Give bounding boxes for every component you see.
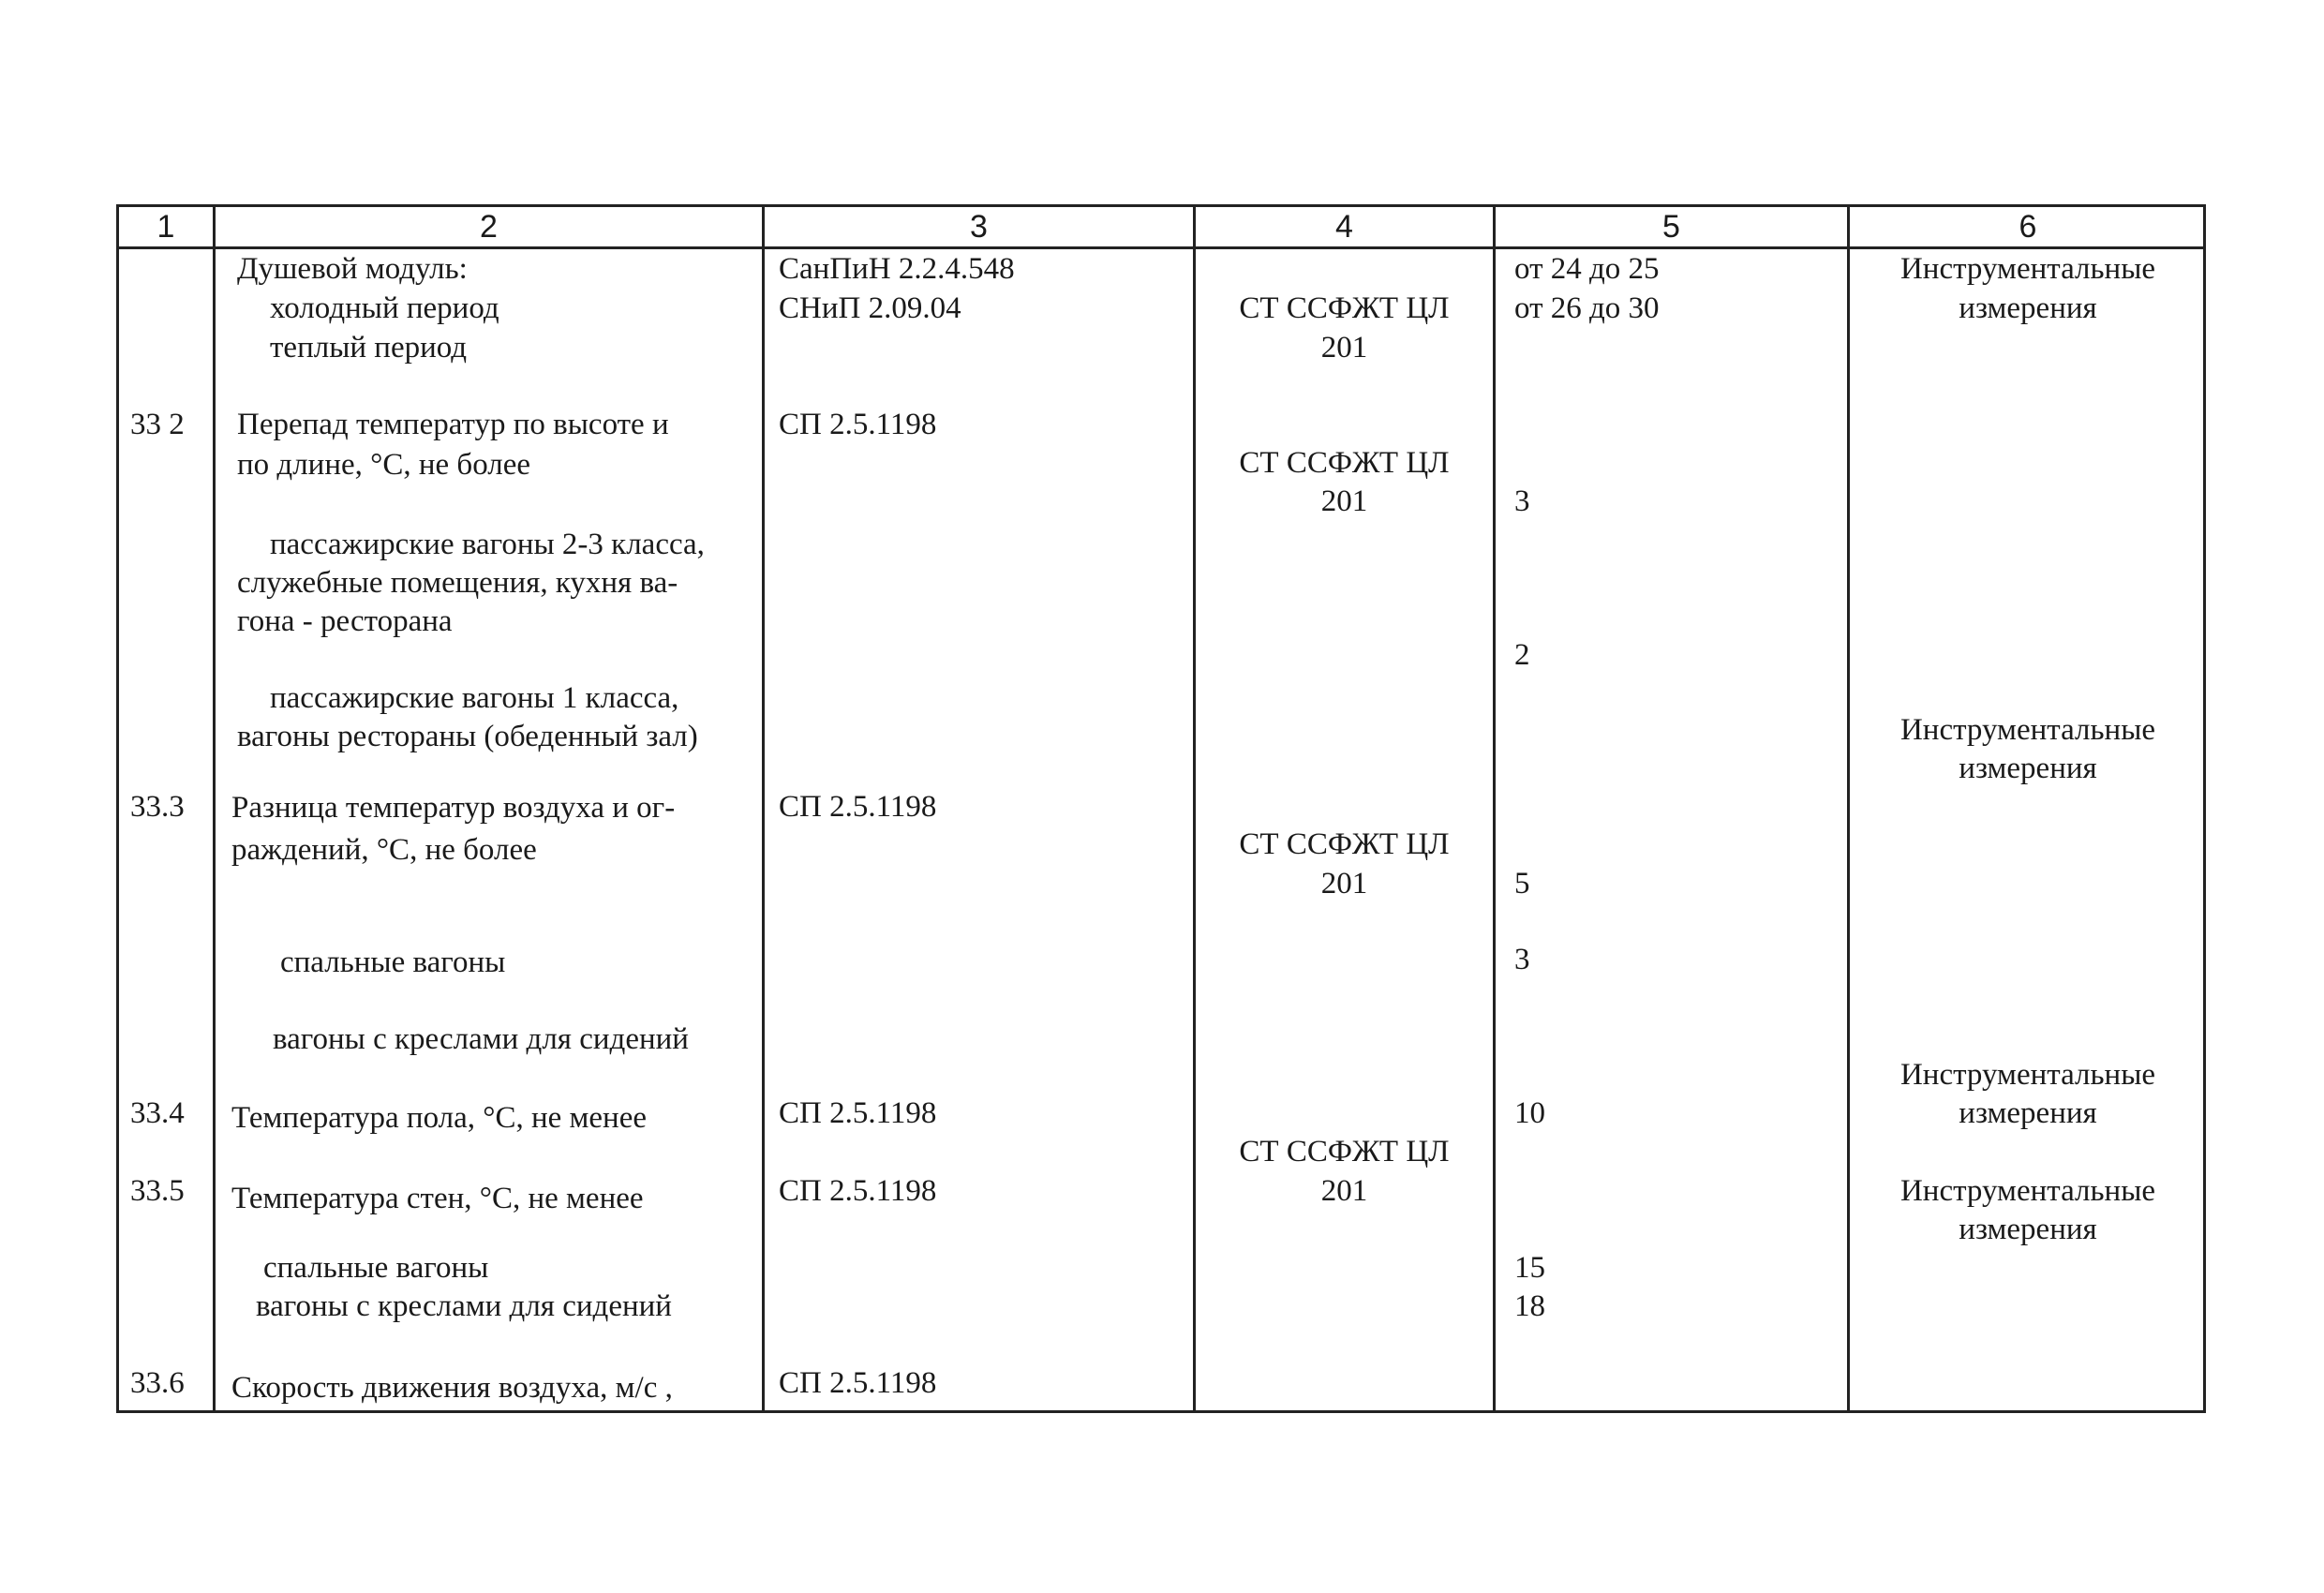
row-33-4-norm: СП 2.5.1198 bbox=[779, 1096, 937, 1130]
header-col-5: 5 bbox=[1662, 209, 1680, 245]
column-divider bbox=[1193, 207, 1196, 1410]
row-shower-title: Душевой модуль: bbox=[237, 252, 468, 286]
row-33-3-value-2: 3 bbox=[1514, 943, 1530, 976]
row-shower-norm-1: СанПиН 2.2.4.548 bbox=[779, 252, 1015, 286]
row-33-4-5-method-2: 201 bbox=[1320, 1174, 1368, 1208]
row-33-2-method-2: 201 bbox=[1320, 484, 1368, 518]
row-33-3-number: 33.3 bbox=[130, 790, 185, 824]
row-33-2-value-1: 3 bbox=[1514, 484, 1530, 518]
row-33-3-control-1: Инструментальные bbox=[1899, 1058, 2156, 1092]
row-33-3-sub-2: вагоны с креслами для сидений bbox=[273, 1022, 689, 1056]
header-col-2: 2 bbox=[480, 209, 498, 245]
row-33-5-sub-1: спальные вагоны bbox=[263, 1251, 489, 1285]
row-shower-warm-period: теплый период bbox=[270, 331, 468, 365]
row-33-3-value-1: 5 bbox=[1514, 867, 1530, 901]
row-shower-control-1: Инструментальные bbox=[1899, 252, 2156, 286]
row-33-2-norm: СП 2.5.1198 bbox=[779, 408, 937, 441]
header-col-4: 4 bbox=[1335, 209, 1353, 245]
row-33-2-sub-2-line-2: вагоны рестораны (обеденный зал) bbox=[237, 720, 698, 753]
row-33-3-method-1: СТ ССФЖТ ЦЛ bbox=[1239, 827, 1450, 861]
row-33-6-norm: СП 2.5.1198 bbox=[779, 1366, 937, 1400]
row-33-5-sub-2: вагоны с креслами для сидений bbox=[256, 1289, 672, 1323]
row-shower-norm-2: СНиП 2.09.04 bbox=[779, 291, 961, 325]
row-33-2-sub-1-line-1: пассажирские вагоны 2-3 класса, bbox=[270, 528, 705, 561]
header-col-6: 6 bbox=[2019, 209, 2037, 245]
row-33-4-title: Температура пола, °С, не менее bbox=[231, 1101, 648, 1135]
header-col-1: 1 bbox=[156, 209, 175, 245]
row-33-3-control-2: измерения bbox=[1959, 1096, 2097, 1130]
row-33-2-number: 33 2 bbox=[130, 408, 185, 441]
row-33-2-sub-2-line-1: пассажирские вагоны 1 класса, bbox=[270, 681, 679, 715]
row-33-3-norm: СП 2.5.1198 bbox=[779, 790, 937, 824]
header-col-3: 3 bbox=[970, 209, 988, 245]
row-33-5-control-2: измерения bbox=[1959, 1213, 2097, 1246]
row-shower-method-2: 201 bbox=[1320, 331, 1368, 365]
row-33-5-value-1: 15 bbox=[1514, 1251, 1545, 1285]
row-33-6-title: Скорость движения воздуха, м/с , bbox=[231, 1371, 673, 1405]
row-33-5-control-1: Инструментальные bbox=[1899, 1174, 2156, 1208]
row-33-2-title-2: по длине, °С, не более bbox=[237, 448, 531, 482]
column-divider bbox=[1493, 207, 1496, 1410]
row-33-2-value-2: 2 bbox=[1514, 638, 1530, 672]
row-33-2-control-1: Инструментальные bbox=[1899, 713, 2156, 747]
row-33-2-title-1: Перепад температур по высоте и bbox=[237, 408, 669, 441]
row-33-2-sub-1-line-2: служебные помещения, кухня ва- bbox=[237, 566, 678, 600]
row-shower-cold-period: холодный период bbox=[270, 291, 499, 325]
row-33-3-title-2: раждений, °С, не более bbox=[231, 833, 537, 867]
column-divider bbox=[213, 207, 216, 1410]
header-divider bbox=[119, 246, 2203, 249]
row-shower-method-1: СТ ССФЖТ ЦЛ bbox=[1239, 291, 1450, 325]
row-33-4-number: 33.4 bbox=[130, 1096, 185, 1130]
column-divider bbox=[762, 207, 765, 1410]
row-33-5-value-2: 18 bbox=[1514, 1289, 1545, 1323]
row-33-4-value: 10 bbox=[1514, 1096, 1545, 1130]
row-33-5-number: 33.5 bbox=[130, 1174, 185, 1208]
row-33-3-title-1: Разница температур воздуха и ог- bbox=[231, 791, 676, 825]
row-33-2-control-2: измерения bbox=[1959, 752, 2097, 785]
row-33-5-title: Температура стен, °С, не менее bbox=[231, 1182, 644, 1215]
row-33-3-sub-1: спальные вагоны bbox=[280, 945, 506, 979]
row-33-4-5-method-1: СТ ССФЖТ ЦЛ bbox=[1239, 1135, 1450, 1169]
row-33-2-method-1: СТ ССФЖТ ЦЛ bbox=[1239, 446, 1450, 480]
row-shower-control-2: измерения bbox=[1959, 291, 2097, 325]
row-33-5-norm: СП 2.5.1198 bbox=[779, 1174, 937, 1208]
row-33-2-sub-1-line-3: гона - ресторана bbox=[237, 604, 453, 638]
row-shower-value-1: от 24 до 25 bbox=[1514, 252, 1660, 286]
row-33-3-method-2: 201 bbox=[1320, 867, 1368, 901]
requirements-table bbox=[116, 204, 2206, 1413]
row-33-6-number: 33.6 bbox=[130, 1366, 185, 1400]
row-shower-value-2: от 26 до 30 bbox=[1514, 291, 1660, 325]
